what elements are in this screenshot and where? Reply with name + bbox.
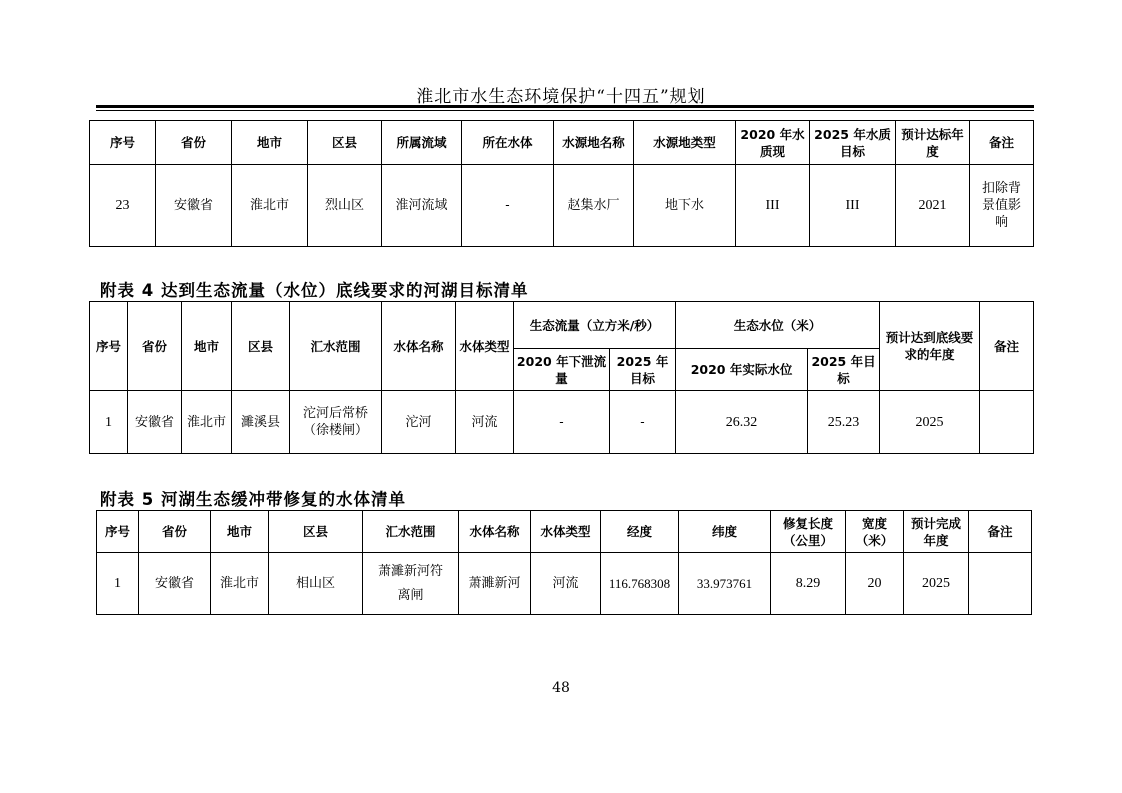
page-header-title: 淮北市水生态环境保护“十四五”规划 (416, 87, 706, 107)
col-header: 所属流域 (382, 121, 462, 165)
table-cell (969, 553, 1032, 615)
col-group-header: 生态流量（立方米/秒） (514, 302, 676, 349)
table-cell: 1 (90, 391, 128, 454)
table-cell: 淮北市 (232, 165, 308, 247)
table-cell: 安徽省 (128, 391, 182, 454)
table-cell: 20 (846, 553, 904, 615)
col-header: 2020 年下泄流量 (514, 349, 610, 391)
col-header: 汇水范围 (290, 302, 382, 391)
col-header: 所在水体 (462, 121, 554, 165)
table-cell: 2025 (880, 391, 980, 454)
table-cell: 26.32 (676, 391, 808, 454)
table-cell: 淮河流域 (382, 165, 462, 247)
table-cell: 安徽省 (156, 165, 232, 247)
col-header: 区县 (269, 511, 363, 553)
table-row (90, 165, 1034, 247)
table-cell: 沱河后常桥（徐楼闸） (290, 391, 382, 454)
table-cell (980, 391, 1034, 454)
col-header: 省份 (128, 302, 182, 391)
table-cell: 2025 (904, 553, 969, 615)
col-header: 水体名称 (382, 302, 456, 391)
table-cell: 25.23 (808, 391, 880, 454)
table-cell: III (736, 165, 810, 247)
table-cell: - (610, 391, 676, 454)
table-cell: - (462, 165, 554, 247)
table-cell: 1 (97, 553, 139, 615)
header-rule-thick (96, 105, 1034, 108)
header-rule-thin (96, 110, 1034, 111)
col-header: 水源地名称 (554, 121, 634, 165)
page-number: 48 (552, 680, 570, 696)
col-header: 序号 (90, 302, 128, 391)
col-header: 水体名称 (459, 511, 531, 553)
appendix-4-title: 附表 4 达到生态流量（水位）底线要求的河湖目标清单 (100, 281, 529, 300)
col-header: 预计完成年度 (904, 511, 969, 553)
col-header: 预计达标年度 (896, 121, 970, 165)
table-cell: III (810, 165, 896, 247)
table-cell: 23 (90, 165, 156, 247)
col-header: 省份 (139, 511, 211, 553)
col-header: 2025 年水质目标 (810, 121, 896, 165)
table-cell: 濉溪县 (232, 391, 290, 454)
col-group-header: 生态水位（米） (676, 302, 880, 349)
table-cell: 河流 (456, 391, 514, 454)
col-header: 区县 (308, 121, 382, 165)
col-header: 地市 (182, 302, 232, 391)
col-header: 水源地类型 (634, 121, 736, 165)
table-cell: - (514, 391, 610, 454)
buffer-restoration-table (96, 510, 1032, 615)
col-header: 2025 年目标 (808, 349, 880, 391)
table-cell: 相山区 (269, 553, 363, 615)
table-row (97, 553, 1032, 615)
col-header: 预计达到底线要求的年度 (880, 302, 980, 391)
table-cell: 2021 (896, 165, 970, 247)
table-header-row (90, 121, 1034, 165)
table-cell: 烈山区 (308, 165, 382, 247)
col-header: 水体类型 (456, 302, 514, 391)
col-header: 宽度（米） (846, 511, 904, 553)
col-header: 2020 年实际水位 (676, 349, 808, 391)
col-header: 备注 (980, 302, 1034, 391)
col-header: 纬度 (679, 511, 771, 553)
table-cell: 萧濉新河符离闸 (363, 553, 459, 615)
col-header: 2025 年目标 (610, 349, 676, 391)
col-header: 2020 年水质现 (736, 121, 810, 165)
table-cell: 赵集水厂 (554, 165, 634, 247)
table-cell: 扣除背景值影响 (970, 165, 1034, 247)
col-header: 修复长度（公里） (771, 511, 846, 553)
table-cell: 河流 (531, 553, 601, 615)
table-cell: 沱河 (382, 391, 456, 454)
col-header: 水体类型 (531, 511, 601, 553)
col-header: 省份 (156, 121, 232, 165)
table-cell: 淮北市 (211, 553, 269, 615)
table-cell: 33.973761 (679, 553, 771, 615)
col-header: 序号 (90, 121, 156, 165)
table-cell: 8.29 (771, 553, 846, 615)
table-header-row (97, 511, 1032, 553)
table-cell: 安徽省 (139, 553, 211, 615)
col-header: 备注 (969, 511, 1032, 553)
table-cell: 萧濉新河 (459, 553, 531, 615)
col-header: 区县 (232, 302, 290, 391)
table-cell: 地下水 (634, 165, 736, 247)
water-source-table (89, 120, 1034, 247)
col-header: 地市 (232, 121, 308, 165)
col-header: 备注 (970, 121, 1034, 165)
appendix-5-title: 附表 5 河湖生态缓冲带修复的水体清单 (100, 490, 406, 509)
table-row (90, 391, 1034, 454)
col-header: 序号 (97, 511, 139, 553)
col-header: 经度 (601, 511, 679, 553)
col-header: 地市 (211, 511, 269, 553)
table-cell: 116.768308 (601, 553, 679, 615)
ecological-flow-table (89, 301, 1034, 454)
col-header: 汇水范围 (363, 511, 459, 553)
table-cell: 淮北市 (182, 391, 232, 454)
